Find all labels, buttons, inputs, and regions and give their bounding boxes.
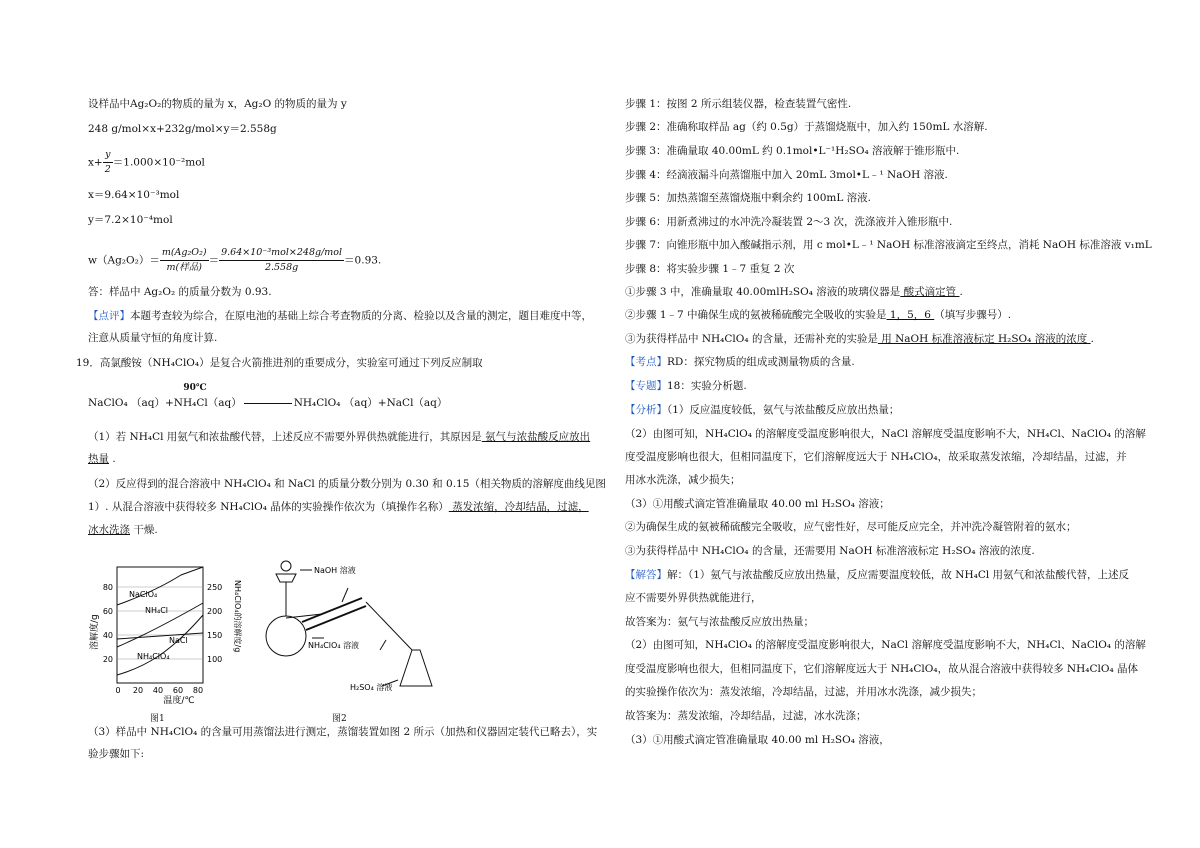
y-tick: 80	[102, 583, 113, 592]
text-line: 验步骤如下:	[88, 748, 145, 760]
text-line: ③为获得样品中 NH₄ClO₄ 的含量，还需要用 NaOH 标准溶液标定 H₂SO₄ 溶液的浓度.	[625, 545, 1035, 557]
naoh-label: NaOH 溶液	[314, 566, 356, 575]
text-line: 答：样品中 Ag₂O₂ 的质量分数为 0.93.	[88, 286, 272, 298]
answer-line	[88, 500, 589, 514]
answer-line	[625, 332, 1094, 346]
kaodian-line	[625, 355, 855, 369]
curve-label: NaCl	[169, 636, 188, 645]
comment-tag: 【点评】	[88, 310, 130, 322]
y-tick: 20	[102, 655, 113, 664]
x-axis-label: 温度/℃	[163, 696, 195, 706]
text-line: y＝7.2×10⁻⁴mol	[88, 214, 173, 226]
fenxi-line	[625, 403, 899, 417]
reaction-equation	[88, 396, 447, 410]
figure-1-solubility-chart	[85, 555, 260, 710]
reactants: NaClO₄ （aq）+NH₄Cl（aq）	[88, 397, 242, 409]
reaction-condition: 90℃	[183, 383, 207, 393]
y2-tick: 250	[207, 583, 223, 592]
answer-line	[625, 285, 963, 299]
y2-tick: 100	[207, 655, 223, 664]
fraction	[103, 148, 113, 177]
step-line: 步骤 4：经滴液漏斗向蒸馏瓶中加入 20mL 3mol•L﹣¹ NaOH 溶液.	[625, 169, 948, 181]
text: .	[959, 286, 963, 298]
answer-blank: 蒸发浓缩，冷却结晶，过滤，	[448, 501, 589, 513]
eq-text: ＝1.000×10⁻²mol	[112, 156, 205, 169]
equation-line	[88, 148, 205, 177]
question-title: 19．高氯酸铵（NH₄ClO₄）是复合火箭推进剂的重要成分，实验室可通过下列反应制取	[76, 357, 483, 369]
curve-nacl	[117, 633, 203, 639]
text-line: ②为确保生成的氨被稀硫酸完全吸收，应气密性好，尽可能反应完全，并冲洗冷凝管附着的氨水；	[625, 521, 1077, 533]
answer-line	[88, 452, 116, 466]
reaction-arrow	[244, 403, 292, 404]
text-line: 用冰水洗涤，减少损失；	[625, 474, 741, 486]
figure-1-caption: 图1	[150, 714, 165, 724]
step-line: 步骤 7：向锥形瓶中加入酸碱指示剂，用 c mol•L﹣¹ NaOH 标准溶液滴定至终点，消耗 NaOH 标准溶液 v₁mL	[625, 239, 1152, 251]
equation-line	[88, 246, 381, 275]
frac-den: 2.558g	[264, 262, 299, 273]
text: ②步骤 1﹣7 中确保生成的氨被稀硫酸完全吸收的实验是	[625, 309, 887, 321]
conical-flask	[400, 650, 432, 686]
step-line: 步骤 8：将实验步骤 1﹣7 重复 2 次	[625, 263, 795, 275]
frac-num: 9.64×10⁻³mol×248g/mol	[219, 246, 344, 261]
frac-num: m(Ag₂O₂)	[160, 246, 209, 261]
text: （填写步骤号）.	[934, 309, 1012, 321]
curve-label: NH₄ClO₄	[137, 652, 170, 661]
fraction	[219, 246, 344, 275]
condenser	[302, 598, 362, 622]
x-tick: 40	[152, 686, 164, 695]
text-line: 应不需要外界供热就能进行，	[625, 592, 762, 604]
text-line: 248 g/mol×x+232g/mol×y＝2.558g	[88, 123, 277, 135]
answer-line	[88, 430, 590, 444]
text-line: （2）反应得到的混合溶液中 NH₄ClO₄ 和 NaCl 的质量分数分别为 0.30 和 0.15（相关物质的溶解度曲线见图	[88, 478, 606, 490]
text-line: 故答案为：蒸发浓缩，冷却结晶，过滤，冰水洗涤；	[625, 710, 867, 722]
step-line: 步骤 5：加热蒸馏至蒸馏烧瓶中剩余约 100mL 溶液.	[625, 192, 872, 204]
comment-line	[88, 309, 592, 323]
x-tick: 0	[115, 686, 121, 695]
y2-axis-label: NH₄ClO₄的溶解度/g	[233, 580, 242, 653]
jieda-tag: 【解答】	[625, 569, 667, 581]
text-line: 的实验操作依次为：蒸发浓缩，冷却结晶，过滤，并用冰水洗涤，减少损失；	[625, 686, 982, 698]
comment-text: 本题考查较为综合，在原电池的基础上综合考查物质的分离、检验以及含量的测定，题目难度中等，	[130, 310, 592, 322]
text-line: x＝9.64×10⁻³mol	[88, 189, 180, 201]
step-line: 步骤 3：准确量取 40.00mL 约 0.1mol•L⁻¹H₂SO₄ 溶液解于锥形瓶中.	[625, 145, 960, 157]
text: ③为获得样品中 NH₄ClO₄ 的含量，还需补充的实验是	[625, 333, 878, 345]
frac-num: y	[103, 148, 113, 163]
text: ①步骤 3 中，准确量取 40.00mlH₂SO₄ 溶液的玻璃仪器是	[625, 286, 901, 298]
plot-frame	[117, 567, 203, 683]
jieda-line	[625, 568, 1129, 582]
fenxi-text: （1）反应温度较低，氨气与浓盐酸反应放出热量；	[667, 404, 900, 416]
zhuanti-tag: 【专题】	[625, 380, 667, 392]
y-tick: 60	[102, 607, 113, 616]
text-line: （2）由图可知，NH₄ClO₄ 的溶解度受温度影响很大，NaCl 溶解度受温度影响不大，NH₄Cl、NaClO₄ 的溶解	[625, 639, 1146, 651]
curve-label: NaClO₄	[129, 590, 158, 599]
fraction	[160, 246, 209, 275]
answer-blank: 氨气与浓盐酸反应放出	[481, 431, 591, 443]
text: 1）. 从混合溶液中获得较多 NH₄ClO₄ 晶体的实验操作依次为（填操作名称）	[88, 501, 449, 513]
zhuanti-line	[625, 379, 747, 393]
text-line: （3）样品中 NH₄ClO₄ 的含量可用蒸馏法进行测定，蒸馏装置如图 2 所示（加热和仪器固定装代已略去），实	[88, 726, 598, 738]
text: 干燥.	[130, 524, 158, 536]
x-tick: 60	[172, 686, 184, 695]
answer-blank: 酸式滴定管	[900, 286, 960, 298]
zhuanti-text: 18：实验分析题.	[667, 380, 747, 392]
jieda-text: 解：（1）氨气与浓盐酸反应放出热量，反应需要温度较低，故 NH₄Cl 用氨气和浓盐酸代替，上述反	[667, 569, 1130, 581]
figure-2-distillation-apparatus	[262, 558, 462, 706]
answer-blank: 热量	[88, 453, 109, 465]
text-line: 故答案为：氨气与浓盐酸反应放出热量；	[625, 616, 814, 628]
y2-tick: 150	[207, 631, 223, 640]
step-line: 步骤 2：准确称取样品 ag（约 0.5g）于蒸馏烧瓶中，加入约 150mL 水溶解.	[625, 121, 988, 133]
answer-blank: 冰水洗涤	[88, 524, 130, 536]
text-line: 度受温度影响也很大，但相同温度下，它们溶解度远大于 NH₄ClO₄，故从混合溶液中获得较多 NH₄ClO₄ 晶体	[625, 663, 1139, 675]
kaodian-tag: 【考点】	[625, 356, 667, 368]
answer-line	[88, 523, 158, 537]
nh4clo4-label: NH₄ClO₄ 溶液	[308, 641, 360, 650]
fenxi-tag: 【分析】	[625, 404, 667, 416]
eq-text: x+	[88, 156, 103, 169]
kaodian-text: RD：探究物质的组成或测量物质的含量.	[667, 356, 855, 368]
curve-naclo4	[117, 567, 203, 605]
answer-blank: 用 NaOH 标准溶液标定 H₂SO₄ 溶液的浓度	[877, 333, 1091, 345]
step-line: 步骤 6：用新煮沸过的水冲洗冷凝装置 2～3 次，洗涤液并入锥形瓶中.	[625, 216, 953, 228]
x-tick: 80	[192, 686, 204, 695]
text: （1）若 NH₄Cl 用氨气和浓盐酸代替，上述反应不需要外界供热就能进行，其原因是	[88, 431, 482, 443]
eq-text: ＝	[208, 254, 220, 267]
figure-2-caption: 图2	[332, 714, 347, 724]
answer-line	[625, 308, 1011, 322]
curve-nh4clo4	[117, 615, 203, 675]
products: NH₄ClO₄ （aq）+NaCl（aq）	[293, 397, 448, 409]
x-tick: 20	[132, 686, 144, 695]
frac-den: 2	[104, 164, 111, 175]
curve-label: NH₄Cl	[145, 606, 169, 615]
step-line: 步骤 1：按图 2 所示组装仪器，检查装置气密性.	[625, 98, 852, 110]
y-axis-label: 溶解度/g	[90, 614, 100, 650]
text-line: （3）①用酸式滴定管准确量取 40.00 ml H₂SO₄ 溶液，	[625, 734, 890, 746]
eq-text: w（Ag₂O₂）＝	[88, 254, 160, 267]
y-tick: 40	[102, 631, 113, 640]
text: .	[1090, 333, 1094, 345]
distillation-flask	[266, 616, 306, 656]
h2so4-label: H₂SO₄ 溶液	[350, 683, 393, 692]
text-line: （3）①用酸式滴定管准确量取 40.00 ml H₂SO₄ 溶液；	[625, 498, 890, 510]
text-line: 度受温度影响也很大，但相同温度下，它们溶解度远大于 NH₄ClO₄，故采取蒸发浓缩，冷却结晶，过滤，并	[625, 451, 1127, 463]
text-line: 注意从质量守恒的角度计算.	[88, 332, 218, 344]
text-line: （2）由图可知，NH₄ClO₄ 的溶解度受温度影响很大，NaCl 溶解度受温度影响不大，NH₄Cl、NaClO₄ 的溶解	[625, 428, 1146, 440]
eq-text: ＝0.93.	[344, 254, 382, 267]
y2-tick: 200	[207, 607, 223, 616]
text: .	[109, 453, 116, 465]
text-line: 设样品中Ag₂O₂的物质的量为 x，Ag₂O 的物质的量为 y	[88, 98, 347, 110]
answer-blank: 1，5，6	[886, 309, 935, 321]
frac-den: m(样品)	[166, 262, 202, 273]
